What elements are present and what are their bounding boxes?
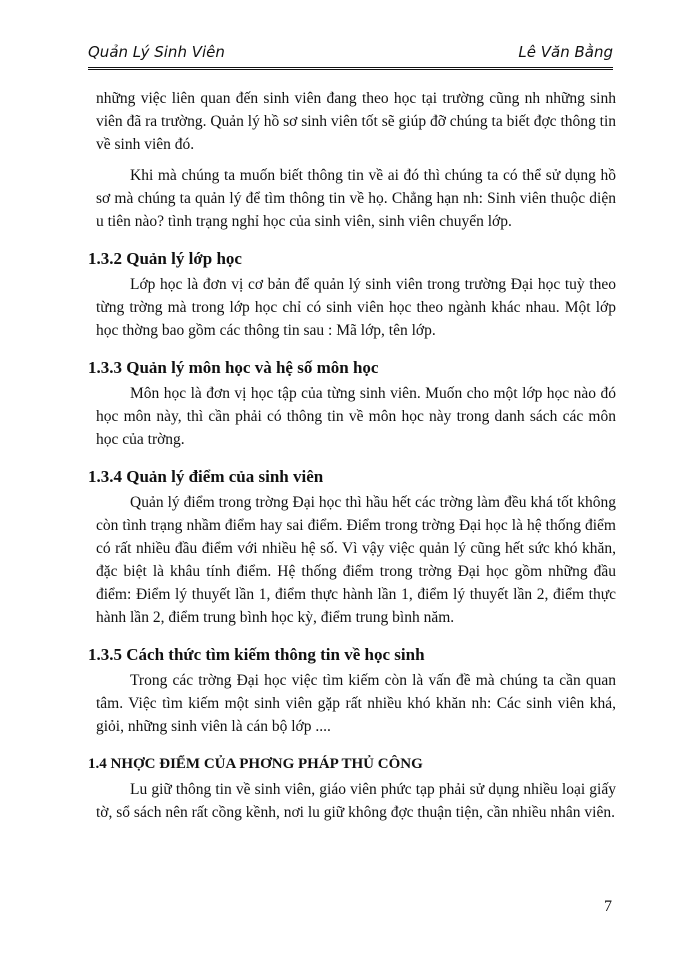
paragraph-4: Môn học là đơn vị học tập của từng sinh viên. Muốn cho một lớp học nào đó học môn này, thì cần phải có thông tin về môn học này trong danh sách các môn học của trờng. — [96, 385, 616, 448]
heading-1-3-4: 1.3.4 Quản lý điểm của sinh viên — [88, 467, 324, 486]
paragraph-6: Trong các trờng Đại học việc tìm kiếm còn là vấn đề mà chúng ta cần quan tâm. Việc tìm kiếm một sinh viên gặp rất nhiều khó khăn nh: Các sinh viên khá, giỏi, những sinh viên là cán bộ lớp .... — [96, 672, 616, 735]
heading-1-4: 1.4 NHỢC ĐIỂM CỦA PHƠNG PHÁP THỦ CÔNG — [88, 756, 423, 772]
paragraph-5: Quản lý điểm trong trờng Đại học thì hầu hết các trờng làm đều khá tốt không còn tình trạng nhầm điểm hay sai điểm. Điểm trong trờng Đại học là hệ thống điểm có rất nhiều đầu điểm với nhiều hệ số. Vì vậy việc quản lý cũng hết sức khó khăn, đặc biệt là khâu tính điểm. Hệ thống điểm trong trờng Đại học gồm những đầu điểm: Điểm lý thuyết lần 1, điểm thực hành lần 1, điểm lý thuyết lần 2, điểm thực hành lần 2, điểm trung bình học kỳ, điểm trung bình năm. — [96, 494, 616, 626]
paragraph-7: Lu giữ thông tin về sinh viên, giáo viên phức tạp phải sử dụng nhiều loại giấy tờ, sổ sách nên rất cồng kềnh, nơi lu giữ không đợc thuận tiện, cần nhiều nhân viên. — [96, 781, 616, 821]
paragraph-1: những việc liên quan đến sinh viên đang theo học tại trường cũng nh những sinh viên đã ra trường. Quản lý hồ sơ sinh viên tốt sẽ giúp đỡ chúng ta biết đợc thông tin về sinh viên đó. — [96, 90, 616, 153]
paragraph-2: Khi mà chúng ta muốn biết thông tin về ai đó thì chúng ta có thể sử dụng hồ sơ mà chúng ta quản lý để tìm thông tin về họ. Chẳng hạn nh: Sinh viên thuộc diện u tiên nào? tình trạng nghỉ học của sinh viên, sinh viên chuyển lớp. — [96, 167, 616, 230]
page-body — [88, 87, 616, 832]
page-number: 7 — [604, 898, 612, 915]
heading-1-3-3: 1.3.3 Quản lý môn học và hệ số môn học — [88, 358, 379, 377]
header-author: Lê Văn Bằng — [518, 43, 613, 61]
running-header — [88, 41, 613, 65]
header-title: Quản Lý Sinh Viên — [88, 43, 225, 61]
heading-1-3-5: 1.3.5 Cách thức tìm kiếm thông tin về học sinh — [88, 645, 425, 664]
heading-1-3-2: 1.3.2 Quản lý lớp học — [88, 249, 242, 268]
header-rule — [88, 67, 613, 72]
paragraph-3: Lớp học là đơn vị cơ bản để quản lý sinh viên trong trường Đại học tuỳ theo từng trờng mà trong lớp học chỉ có sinh viên học theo ngành khác nhau. Một lớp học thờng bao gồm các thông tin sau : Mã lớp, tên lớp. — [96, 276, 616, 339]
